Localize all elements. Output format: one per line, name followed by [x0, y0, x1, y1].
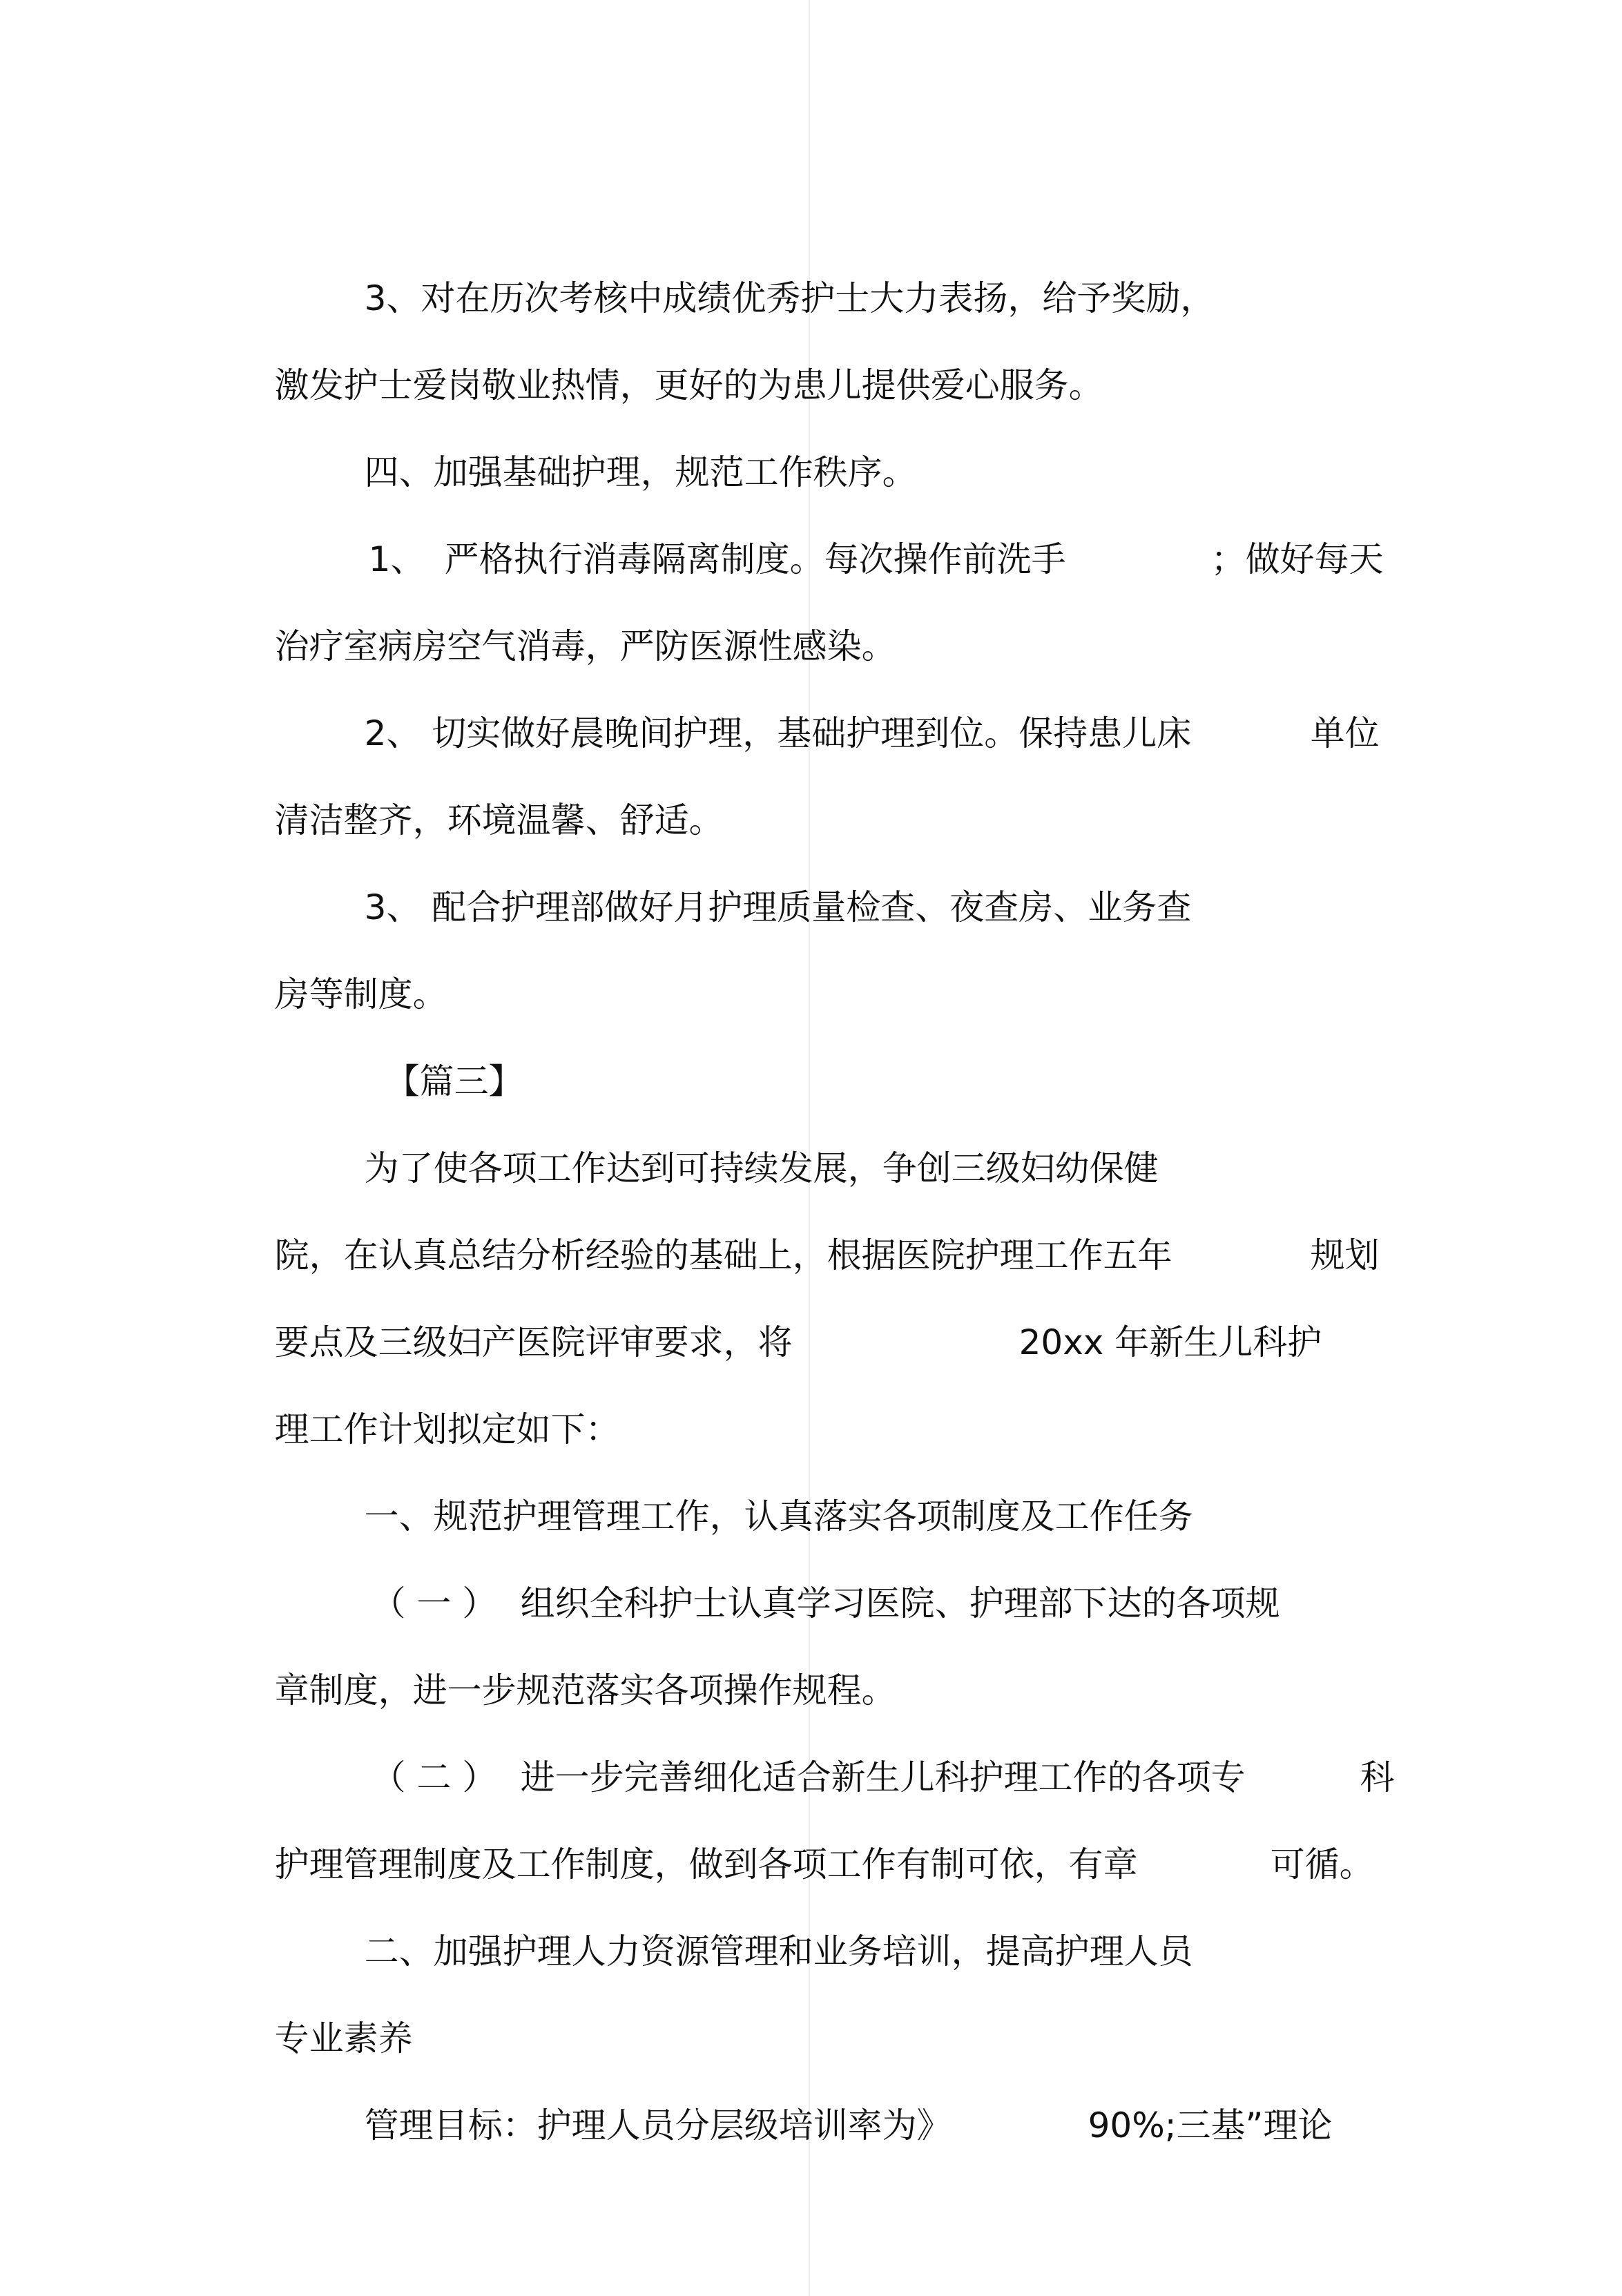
text-segment: 房等制度。	[274, 974, 447, 1014]
list-number: （ 一 ）	[371, 1583, 497, 1623]
text-segment: 3、对在历次考核中成绩优秀护士大力表扬，给予奖励，	[364, 278, 1215, 318]
text-segment: 组织全科护士认真学习医院、护理部下达的各项规	[520, 1583, 1280, 1623]
list-number: （ 二 ）	[371, 1757, 497, 1797]
text-segment: 治疗室病房空气消毒，严防医源性感染。	[274, 626, 896, 666]
text-segment: 二、加强护理人力资源管理和业务培训，提高护理人员	[364, 1931, 1193, 1971]
text-segment: 清洁整齐，环境温馨、舒适。	[274, 800, 724, 840]
text-segment: 专业素养	[274, 2018, 413, 2058]
paragraph-line	[1226, 1798, 1374, 1931]
text-segment: 章制度，进一步规范落实各项操作规程。	[274, 1670, 896, 1710]
text-segment: 严格执行消毒隔离制度。每次操作前洗手	[444, 539, 1066, 579]
paragraph-line	[1044, 2059, 1332, 2192]
text-segment: 单位	[1310, 713, 1380, 753]
text-segment: ；做好每天	[1210, 539, 1384, 579]
text-segment: 管理目标：护理人员分层级培训率为》	[364, 2105, 952, 2145]
text-segment: 要点及三级妇产医院评审要求，将	[274, 1322, 793, 1362]
section-heading	[320, 1885, 1193, 2018]
paragraph-line	[1266, 667, 1380, 800]
text-segment: 20xx 年新生儿科护	[1018, 1322, 1322, 1362]
list-number: 1、	[368, 539, 425, 579]
text-segment: 科	[1360, 1757, 1395, 1797]
text-segment: 理工作计划拟定如下：	[274, 1409, 620, 1449]
text-segment: 激发护士爱岗敬业热情，更好的为患儿提供爱心服务。	[274, 365, 1103, 405]
text-segment: 院，在认真总结分析经验的基础上，根据医院护理工作五年	[274, 1235, 1172, 1275]
text-segment: 一、规范护理管理工作，认真落实各项制度及工作任务	[364, 1496, 1193, 1536]
text-segment: 3、 配合护理部做好月护理质量检查、夜查房、业务查	[364, 887, 1192, 927]
paragraph-line	[320, 841, 1191, 974]
text-segment: 为了使各项工作达到可持续发展，争创三级妇幼保健	[364, 1148, 1159, 1188]
paragraph-line	[975, 1276, 1322, 1409]
text-segment: 90%;三基”理论	[1088, 2105, 1333, 2145]
text-segment: 【篇三】	[385, 1061, 523, 1101]
text-segment: 进一步完善细化适合新生儿科护理工作的各项专	[520, 1757, 1246, 1797]
paragraph-line	[1167, 493, 1384, 626]
text-segment: 四、加强基础护理，规范工作秩序。	[364, 452, 917, 492]
text-segment: 可循。	[1270, 1844, 1374, 1884]
text-segment: 护理管理制度及工作制度，做到各项工作有制可依，有章	[274, 1844, 1138, 1884]
paragraph-line	[320, 2059, 952, 2192]
text-segment: 2、 切实做好晨晚间护理，基础护理到位。保持患儿床	[364, 713, 1192, 753]
text-segment: 规划	[1310, 1235, 1380, 1275]
